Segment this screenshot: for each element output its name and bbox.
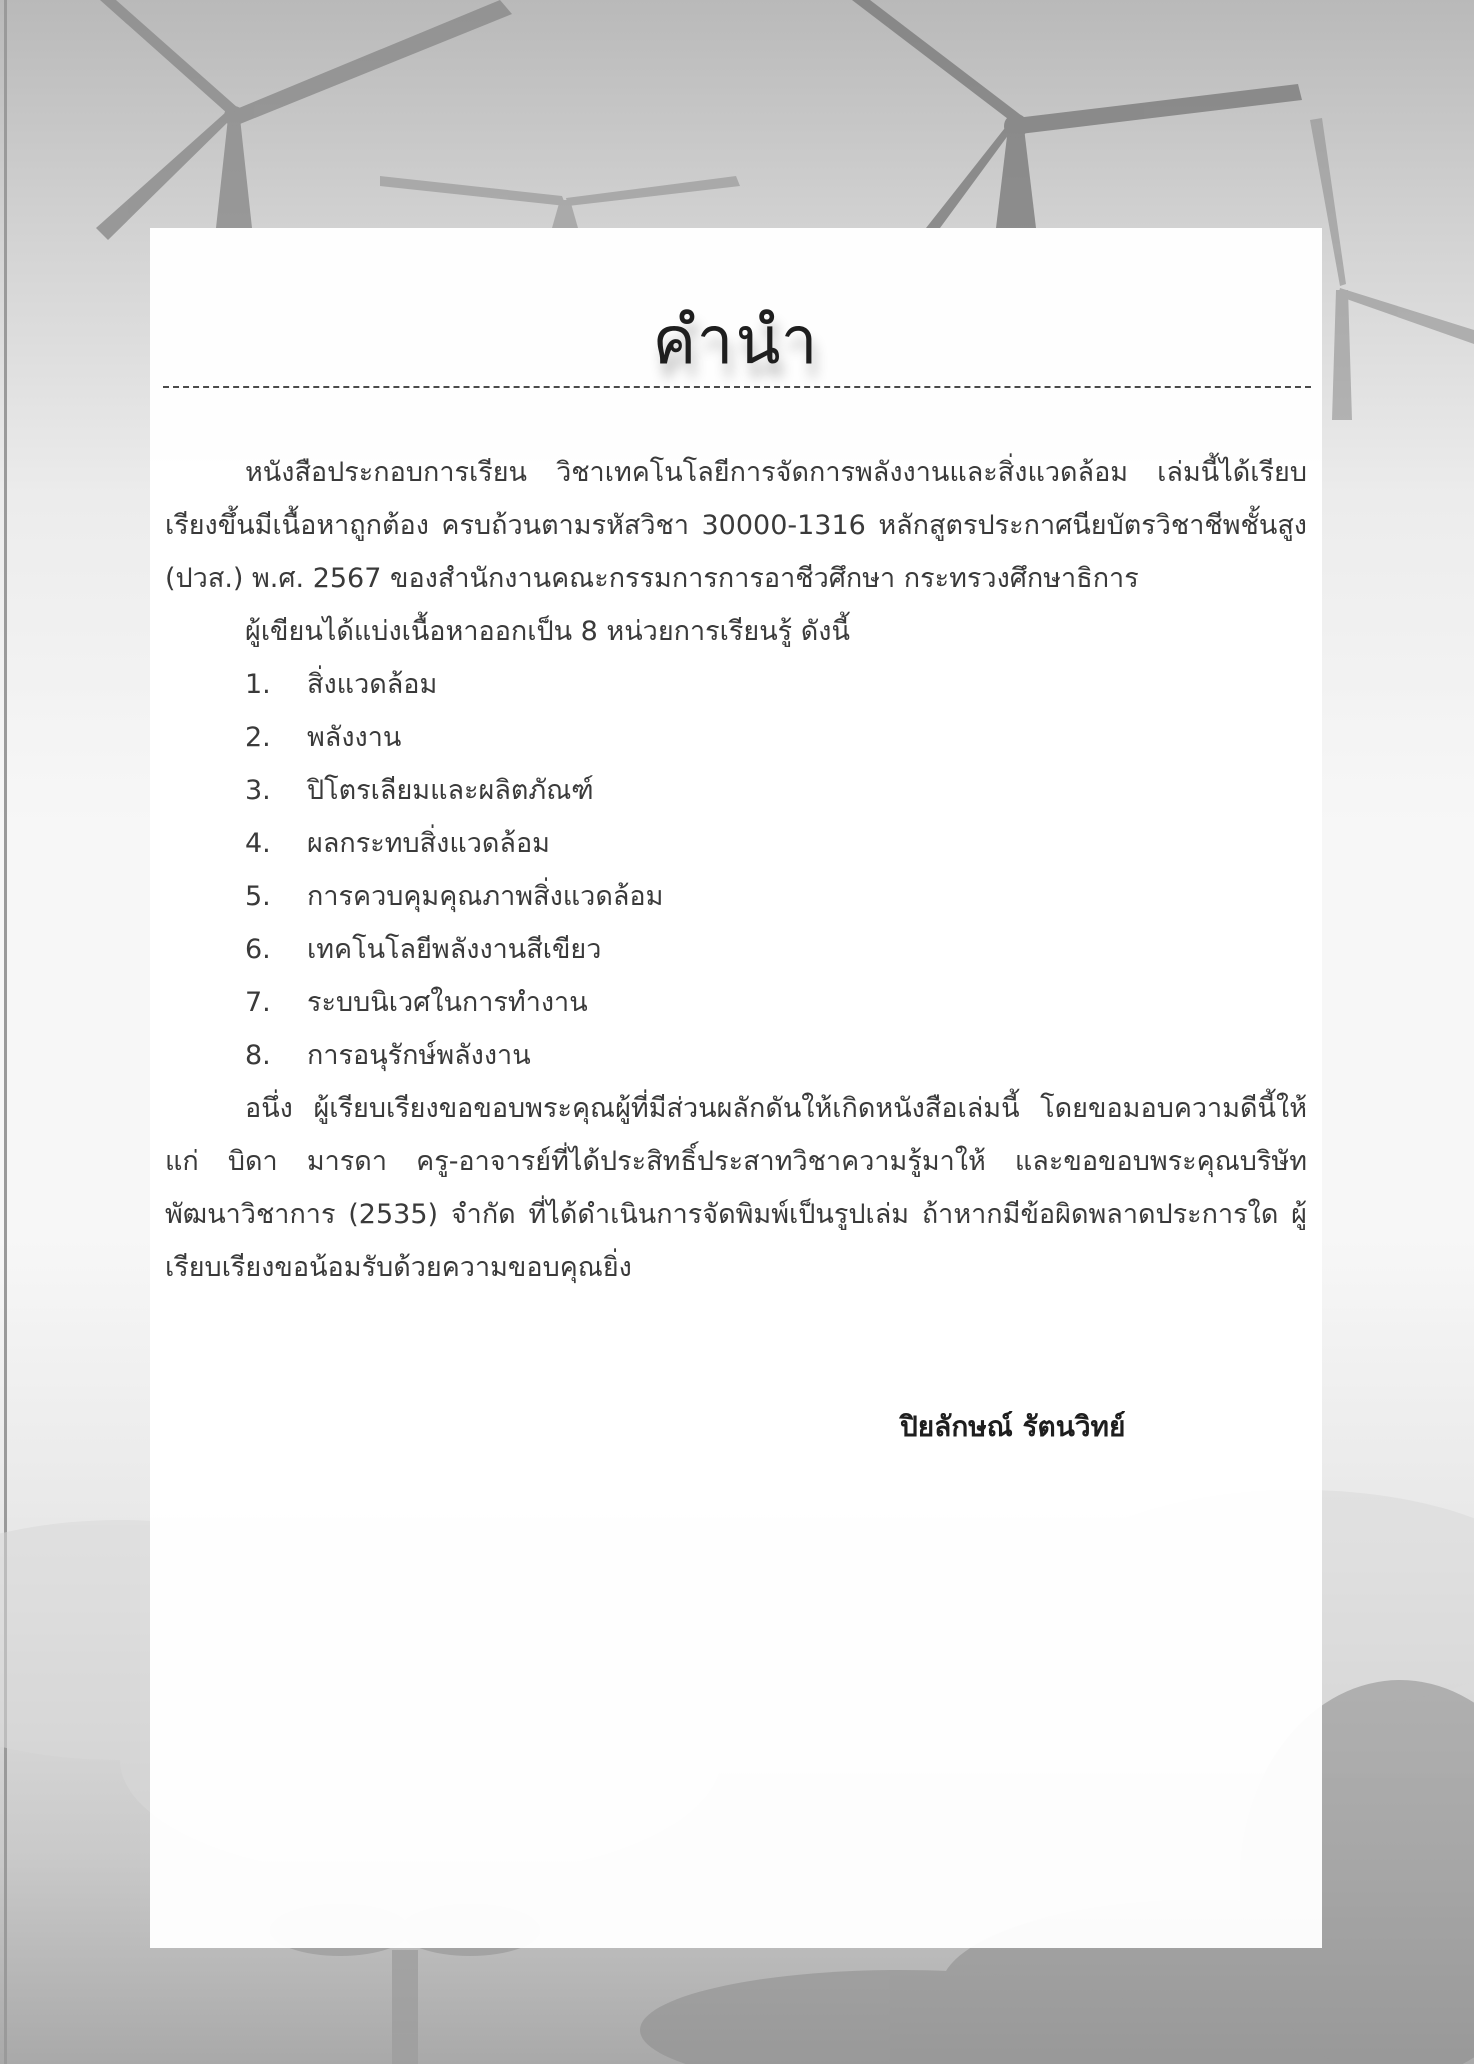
list-item <box>245 817 1307 870</box>
wind-turbine-3 <box>852 0 1302 228</box>
list-item-label: สิ่งแวดล้อม <box>307 669 438 700</box>
list-item <box>245 1029 1307 1082</box>
list-item-label: พลังงาน <box>307 722 402 753</box>
list-item <box>245 711 1307 764</box>
list-item-number: 7. <box>245 987 271 1018</box>
wind-turbine-4 <box>1310 118 1474 420</box>
list-item-label: เทคโนโลยีพลังงานสีเขียว <box>307 934 602 965</box>
list-item-number: 2. <box>245 722 271 753</box>
list-item-number: 3. <box>245 775 271 806</box>
list-item-label: ผลกระทบสิ่งแวดล้อม <box>307 828 550 859</box>
list-item-label: ระบบนิเวศในการทำงาน <box>307 987 588 1018</box>
list-item-label: ปิโตรเลียมและผลิตภัณฑ์ <box>307 775 594 806</box>
list-item <box>245 658 1307 711</box>
list-item <box>245 923 1307 976</box>
units-intro-paragraph: ผู้เขียนได้แบ่งเนื้อหาออกเป็น 8 หน่วยการเรียนรู้ ดังนี้ <box>245 616 850 647</box>
list-item <box>245 870 1307 923</box>
title-dashed-divider <box>163 386 1311 388</box>
list-item-number: 4. <box>245 828 271 859</box>
list-item <box>245 764 1307 817</box>
author-signature: ปิยลักษณ์ รัตนวิทย์ <box>900 1410 1126 1443</box>
units-list <box>165 658 1307 1082</box>
intro-paragraph: หนังสือประกอบการเรียน วิชาเทคโนโลยีการจัดการพลังงานและสิ่งแวดล้อม เล่มนี้ได้เรียบเรียงขึ้นมีเนื้อหาถูกต้อง ครบถ้วนตามรหัสวิชา 30000-1316 หลักสูตรประกาศนียบัตรวิชาชีพชั้นสูง (ปวส.) พ.ศ. 2567 ของสำนักงานคณะกรรมการการอาชีวศึกษา กระทรวงศึกษาธิการ <box>165 457 1307 594</box>
closing-paragraph: อนึ่ง ผู้เรียบเรียงขอขอบพระคุณผู้ที่มีส่วนผลักดันให้เกิดหนังสือเล่มนี้ โดยขอมอบความดีนี้ให้แก่ บิดา มารดา ครู-อาจารย์ที่ได้ประสิทธิ์ประสาทวิชาความรู้มาให้ และขอขอบพระคุณบริษัท พัฒนาวิชาการ (2535) จำกัด ที่ได้ดำเนินการจัดพิมพ์เป็นรูปเล่ม ถ้าหากมีข้อผิดพลาดประการใด ผู้เรียบเรียงขอน้อมรับด้วยความขอบคุณยิ่ง <box>165 1093 1307 1283</box>
page-title: คำนำ <box>652 302 820 379</box>
list-item-number: 5. <box>245 881 271 912</box>
list-item-label: การอนุรักษ์พลังงาน <box>307 1040 531 1071</box>
list-item-number: 1. <box>245 669 271 700</box>
list-item-label: การควบคุมคุณภาพสิ่งแวดล้อม <box>307 881 664 912</box>
list-item-number: 6. <box>245 934 271 965</box>
wind-turbine-2 <box>380 176 740 228</box>
list-item-number: 8. <box>245 1040 271 1071</box>
list-item <box>245 976 1307 1029</box>
preface-body <box>165 446 1307 1294</box>
wind-turbine-1 <box>96 0 512 240</box>
